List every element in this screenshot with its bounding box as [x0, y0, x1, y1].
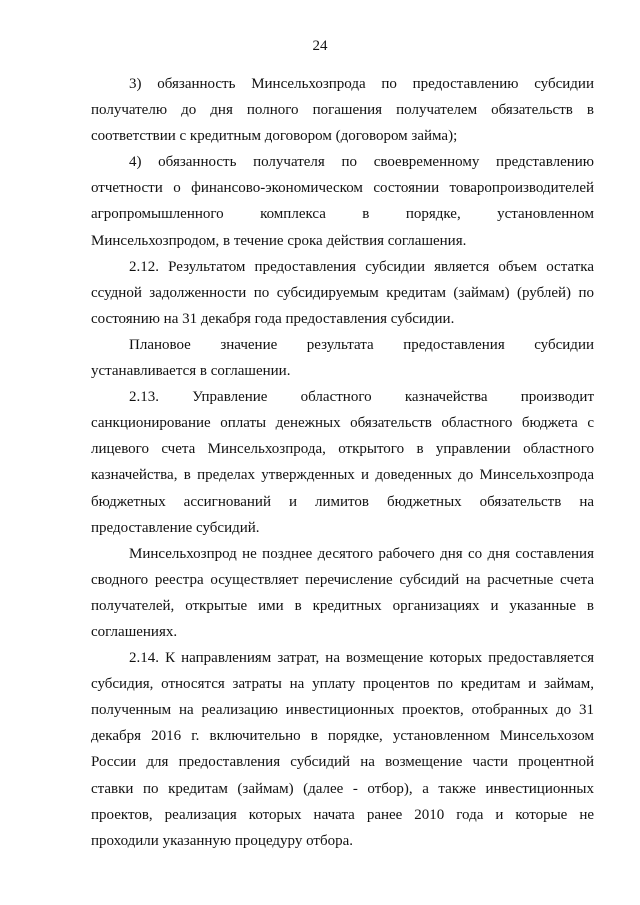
paragraph-tail-text: соглашениях.: [91, 623, 178, 640]
paragraph-text: Минсельхозпрод не позднее десятого рабочего дня со дня составления сводного реестра осуществляет перечисление субсидий на расчетные счета получателей, открытые ими в кредитных организациях и указанные в: [91, 545, 594, 614]
paragraph-text: Плановое значение результата предоставления субсидии: [129, 336, 594, 353]
paragraph-text: 2.13. Управление областного казначейства производит санкционирование оплаты денежных обязательств областного бюджета с лицевого счета Минсельхозпрода, открытого в управлении областного казначейства, в пределах утвержденных и доведенных до Минсельхозпрода бюджетных ассигнований и лимитов бюджетных обязательств на: [91, 389, 594, 510]
paragraph-tail: [91, 619, 594, 645]
paragraph-2-14: [91, 645, 594, 828]
paragraph-text: 4) обязанность получателя по своевременному представлению отчетности о финансово-экономическом состоянии товаропроизводителей агропромышленного комплекса в порядке, установленном: [91, 154, 594, 223]
paragraph-2-13: [91, 384, 594, 514]
paragraph-tail-text: Минсельхозпродом, в течение срока действия соглашения.: [91, 232, 467, 249]
paragraph-tail: [91, 123, 594, 149]
paragraph-tail-text: соответствии с кредитным договором (договором займа);: [91, 128, 458, 145]
paragraph-tail: [91, 228, 594, 254]
paragraph-text: 2.14. К направлениям затрат, на возмещение которых предоставляется субсидия, относятся затраты на уплату процентов по кредитам и займам, полученным на реализацию инвестиционных проектов, отобранных до 31 декабря 2016 г. включительно в порядке, установленном Минсельхозом России для предоставления субсидий на возмещение части процентной ставки по кредитам (займам) (далее - отбор), а также инвестиционных проектов, реализация которых начата ранее 2010 года и которые не: [91, 650, 594, 823]
paragraph-text: 3) обязанность Минсельхозпрода по предоставлению субсидии получателю до дня полного погашения получателем обязательств в: [91, 76, 594, 119]
paragraph-tail: [91, 828, 594, 854]
paragraph-tail: [91, 515, 594, 541]
paragraph-2-12: [91, 254, 594, 306]
page-number: 24: [312, 38, 328, 54]
paragraph-tail-text: устанавливается в соглашении.: [91, 363, 291, 380]
document-body: [91, 71, 594, 854]
paragraph-item-4: [91, 149, 594, 227]
paragraph-planned-value: [91, 332, 594, 358]
paragraph-tail-text: предоставление субсидий.: [91, 519, 260, 536]
paragraph-tail: [91, 306, 594, 332]
paragraph-transfer: [91, 541, 594, 619]
paragraph-item-3: [91, 71, 594, 123]
paragraph-tail: [91, 358, 594, 384]
paragraph-tail-text: проходили указанную процедуру отбора.: [91, 832, 353, 849]
paragraph-text: 2.12. Результатом предоставления субсидии является объем остатка ссудной задолженности по субсидируемым кредитам (займам) (рублей) по: [91, 258, 594, 301]
paragraph-tail-text: состоянию на 31 декабря года предоставления субсидии.: [91, 310, 455, 327]
